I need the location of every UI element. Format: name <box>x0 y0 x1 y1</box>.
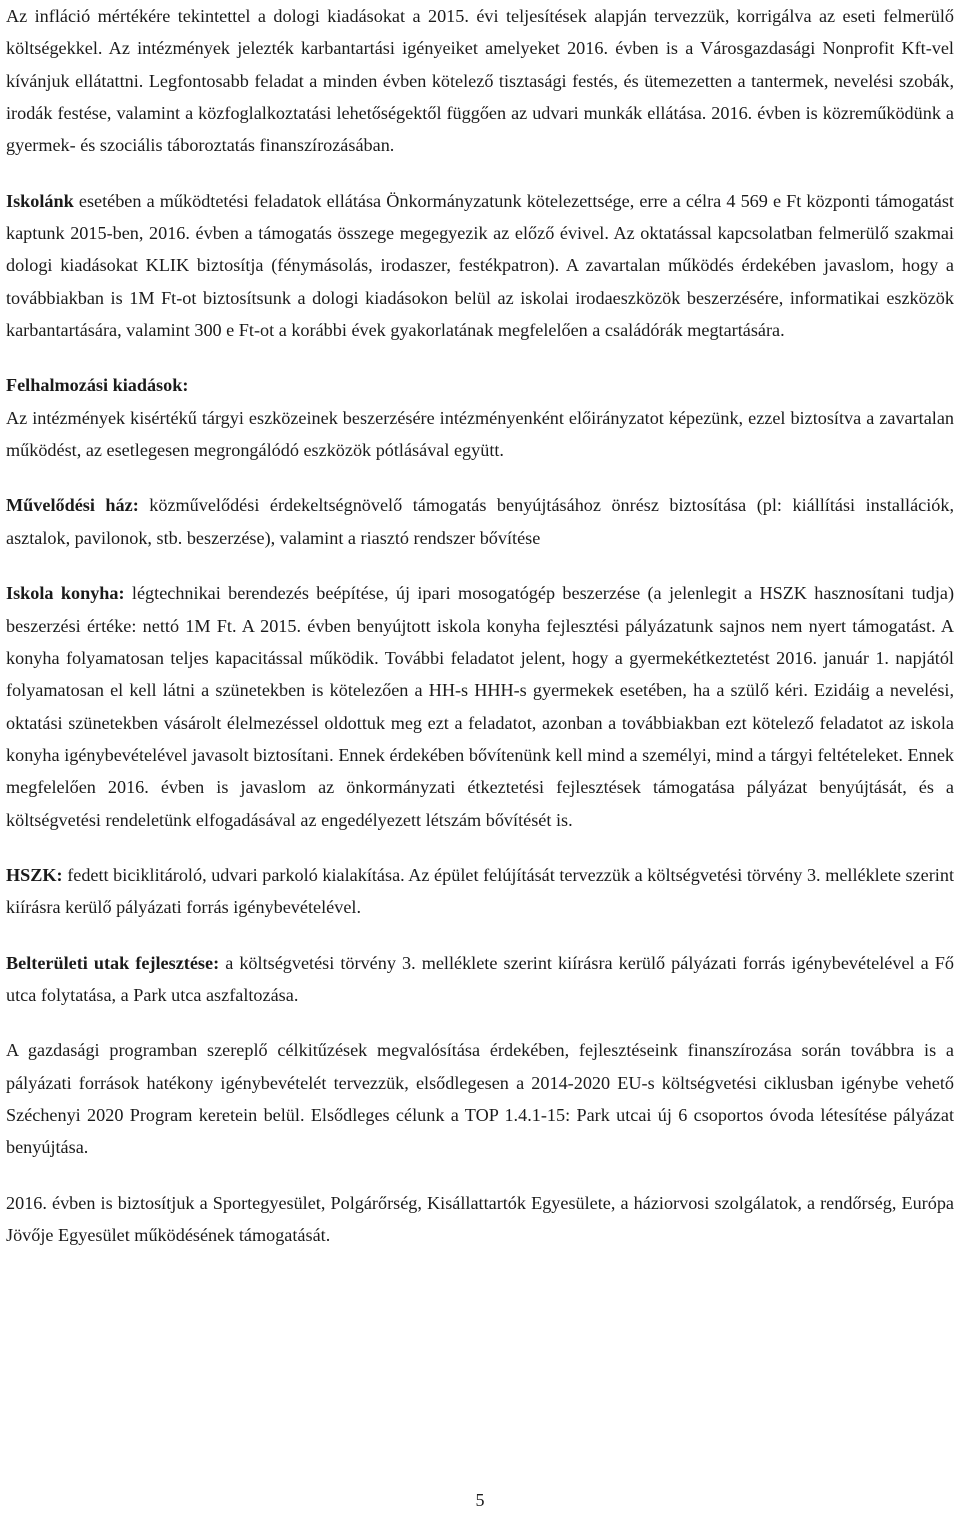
paragraph-intro-text: Az infláció mértékére tekintettel a dologi kiadásokat a 2015. évi teljesítések alapján tervezzük, korrigálva az eseti felmerülő költségekkel. Az intézmények jelezték karbantartási igényeiket amelyeket 2016. évben is a Városgazdasági Nonprofit Kft-vel kívánjuk ellátattni. Legfontosabb feladat a minden évben kötelező tisztasági festés, és ütemezetten a tantermek, nevelési szobák, irodák festése, valamint a közfoglalkoztatási lehetőségektől függően az udvari munkák ellátása. 2016. évben is közreműködünk a gyermek- és szociális táboroztatás finanszírozásában. <box>6 6 954 156</box>
heading-konyha: Iskola konyha: <box>6 583 125 604</box>
paragraph-tamogatas <box>6 1187 954 1252</box>
paragraph-iskola <box>6 185 954 347</box>
paragraph-hszk <box>6 859 954 924</box>
paragraph-konyha <box>6 577 954 836</box>
heading-iskola: Iskolánk <box>6 190 74 211</box>
paragraph-hszk-text: fedett biciklitároló, udvari parkoló kialakítása. Az épület felújítását tervezzük a költségvetési törvény 3. melléklete szerint kiírásra kerülő pályázati forrás igénybevételével. <box>6 864 954 918</box>
paragraph-gazdasagi-text: A gazdasági programban szereplő célkitűzések megvalósítása érdekében, fejlesztéseink finanszírozása során továbbra is a pályázati források hatékony igénybevételét tervezzük, elsődlegesen a 2014-2020 EU-s költségvetési ciklusban igénybe vehető Széchenyi 2020 Program keretein belül. Elsődleges célunk a TOP 1.4.1-15: Park utcai új 6 csoportos óvoda létesítése pályázat benyújtása. <box>6 1040 954 1158</box>
paragraph-iskola-text: esetében a működtetési feladatok ellátása Önkormányzatunk kötelezettsége, erre a célra 4 569 e Ft központi támogatást kaptunk 2015-ben, 2016. évben a támogatás összege megegyezik az előző évivel. Az oktatással kapcsolatban felmerülő szakmai dologi kiadásokat KLIK biztosítja (fénymásolás, irodaszer, festékpatron). A zavartalan működés érdekében javaslom, hogy a továbbiakban is 1M Ft-ot biztosítsunk a dologi kiadásokon belül az iskolai irodaeszközök beszerzésére, informatikai eszközök karbantartására, valamint 300 e Ft-ot a korábbi évek gyakorlatának megfelelően a családórák megtartására. <box>6 190 954 341</box>
paragraph-tamogatas-text: 2016. évben is biztosítjuk a Sportegyesület, Polgárőrség, Kisállattartók Egyesülete, a háziorvosi szolgálatok, a rendőrség, Európa Jövője Egyesület működésének támogatását. <box>6 1192 954 1245</box>
paragraph-felhalmozasi <box>6 369 954 466</box>
paragraph-gazdasagi <box>6 1034 954 1163</box>
paragraph-belteruleti-text: a költségvetési törvény 3. melléklete szerint kiírásra kerülő pályázati forrás igénybevételével a Fő utca folytatása, a Park utca aszfaltozása. <box>6 952 954 1005</box>
page-number: 5 <box>475 1490 485 1510</box>
paragraph-muvelodesi <box>6 489 954 554</box>
heading-belteruleti: Belterületi utak fejlesztése: <box>6 952 220 973</box>
heading-hszk: HSZK: <box>6 864 63 885</box>
paragraph-konyha-text: légtechnikai berendezés beépítése, új ipari mosogatógép beszerzése (a jelenlegit a HSZK hasznosítani tudja) beszerzési értéke: nettó 1M Ft. A 2015. évben benyújtott iskola konyha fejlesztési pályázatunk sajnos nem nyert támogatást. A konyha folyamatosan teljes kapacitással működik. További feladatot jelent, hogy a gyermekétkeztetést 2016. január 1. napjától folyamatosan el kell látni a szünetekben is kötelezően a HH-s HHH-s gyermekek esetében, ha a szülő kéri. Ezidáig a nevelési, oktatási szünetekben vásárolt élelmezéssel oldottuk meg ezt a feladatot, azonban a továbbiakban ezt kötelező feladatot az iskola konyha igénybevételével javasolt biztosítani. Ennek érdekében bővítenünk kell mind a személyi, mind a tárgyi feltételeket. Ennek megfelelően 2016. évben is javaslom az önkormányzati étkeztetési fejlesztések támogatása pályázat benyújtását, és a költségvetési rendeletünk elfogadásával az engedélyezett létszám bővítését is. <box>6 583 954 830</box>
paragraph-intro <box>6 0 954 162</box>
paragraph-felhalmozasi-text: Az intézmények kisértékű tárgyi eszközeinek beszerzésére intézményenként előirányzatot képezünk, ezzel biztosítva a zavartalan működést, az esetlegesen megrongálódó eszközök pótlásával együtt. <box>6 407 954 461</box>
paragraph-muvelodesi-text: közművelődési érdekeltségnövelő támogatás benyújtásához önrész biztosítása (pl: kiállítási installációk, asztalok, pavilonok, stb. beszerzése), valamint a riasztó rendszer bővítése <box>6 495 954 548</box>
paragraph-belteruleti <box>6 947 954 1012</box>
document-page <box>6 0 954 1251</box>
heading-felhalmozasi: Felhalmozási kiadások: <box>6 375 189 396</box>
heading-muvelodesi: Művelődési ház: <box>6 495 139 516</box>
